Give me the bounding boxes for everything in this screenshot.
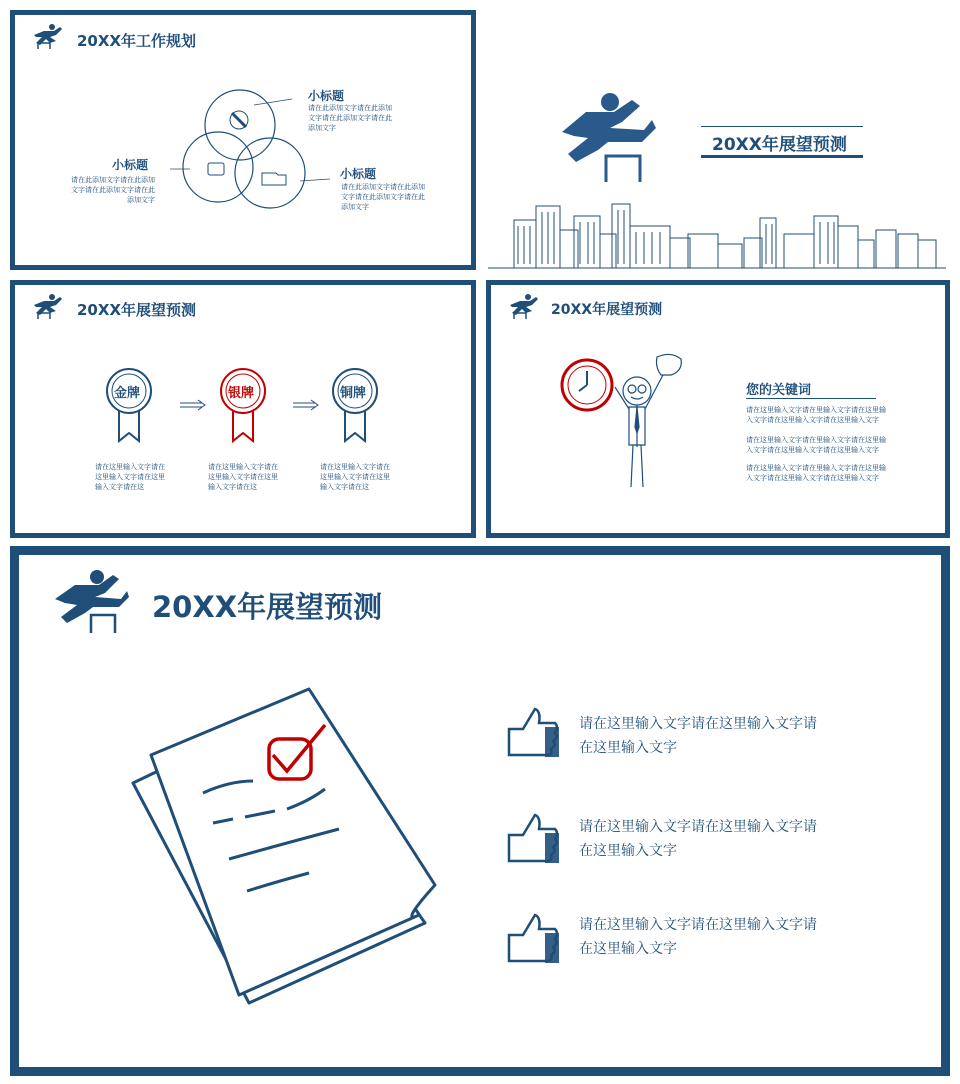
checklist-document-illustration [129, 685, 449, 1005]
item-heading-right: 小标题 [340, 167, 377, 181]
outlook-item-text: 请在这里输入文字请在这里输入文字请在这里输入文字 [579, 917, 817, 957]
hurdler-icon [506, 293, 540, 321]
slide-title: 20XX年展望预测 [712, 135, 847, 155]
slide-title: 20XX年展望预测 [77, 301, 197, 319]
keyword-paragraph: 请在这里输入文字请在里输入文字请在这里输入文字请在这里输入文字请在这里输入文字 [746, 464, 886, 482]
keyword-underline [746, 398, 876, 399]
slide-work-plan[interactable] [10, 10, 476, 270]
outlook-item-text: 请在这里输入文字请在这里输入文字请在这里输入文字 [579, 819, 817, 859]
medal-label-gold: 金牌 [114, 386, 141, 401]
thumbs-up-icon [507, 911, 559, 965]
stick-figure-illustration [611, 347, 691, 487]
pencil-icon [230, 111, 248, 129]
slide-title: 20XX年展望预测 [152, 590, 383, 624]
outlook-item-text: 请在这里输入文字请在这里输入文字请在这里输入文字 [579, 716, 817, 756]
hurdler-icon [49, 569, 129, 635]
item-heading-left: 小标题 [112, 158, 149, 172]
hurdler-icon [30, 23, 64, 51]
folder-icon [262, 173, 286, 185]
hurdler-icon [30, 293, 64, 321]
slide-title: 20XX年展望预测 [551, 302, 663, 318]
gold-medal-icon [105, 367, 153, 447]
thumbs-up-icon [507, 705, 559, 759]
venn-diagram [180, 85, 300, 215]
slide-cover[interactable] [486, 10, 950, 270]
slide-outlook[interactable] [10, 546, 950, 1076]
item-body-left: 请在此添加文字请在此添加文字请在此添加文字请在此添加文字 [71, 176, 155, 204]
keyword-title: 您的关键词 [746, 383, 812, 398]
arrow-right-icon [180, 399, 206, 411]
item-body-top: 请在此添加文字请在此添加文字请在此添加文字请在此添加文字 [308, 104, 392, 132]
slide-keywords[interactable] [486, 280, 950, 538]
clock-icon [559, 357, 615, 413]
silver-medal-icon [219, 367, 267, 447]
medal-body-bronze: 请在这里输入文字请在这里输入文字请在这里输入文字请在这 [320, 463, 390, 491]
item-body-right: 请在此添加文字请在此添加文字请在此添加文字请在此添加文字 [341, 183, 425, 211]
keyword-paragraph: 请在这里输入文字请在里输入文字请在这里输入文字请在这里输入文字请在这里输入文字 [746, 436, 886, 454]
arrow-right-icon [293, 399, 319, 411]
keyword-paragraph: 请在这里输入文字请在里输入文字请在这里输入文字请在这里输入文字请在这里输入文字 [746, 406, 886, 424]
city-skyline-illustration [488, 200, 948, 270]
medal-label-bronze: 铜牌 [340, 386, 367, 401]
slide-medals[interactable] [10, 280, 476, 538]
thumbs-up-icon [507, 811, 559, 865]
medal-body-gold: 请在这里输入文字请在这里输入文字请在这里输入文字请在这 [95, 463, 165, 491]
item-heading-top: 小标题 [308, 89, 345, 103]
tag-icon [208, 163, 224, 175]
medal-body-silver: 请在这里输入文字请在这里输入文字请在这里输入文字请在这 [208, 463, 278, 491]
slide-title: 20XX年工作规划 [77, 32, 197, 50]
medal-label-silver: 银牌 [228, 386, 255, 401]
bronze-medal-icon [331, 367, 379, 447]
hurdler-icon [548, 90, 658, 185]
